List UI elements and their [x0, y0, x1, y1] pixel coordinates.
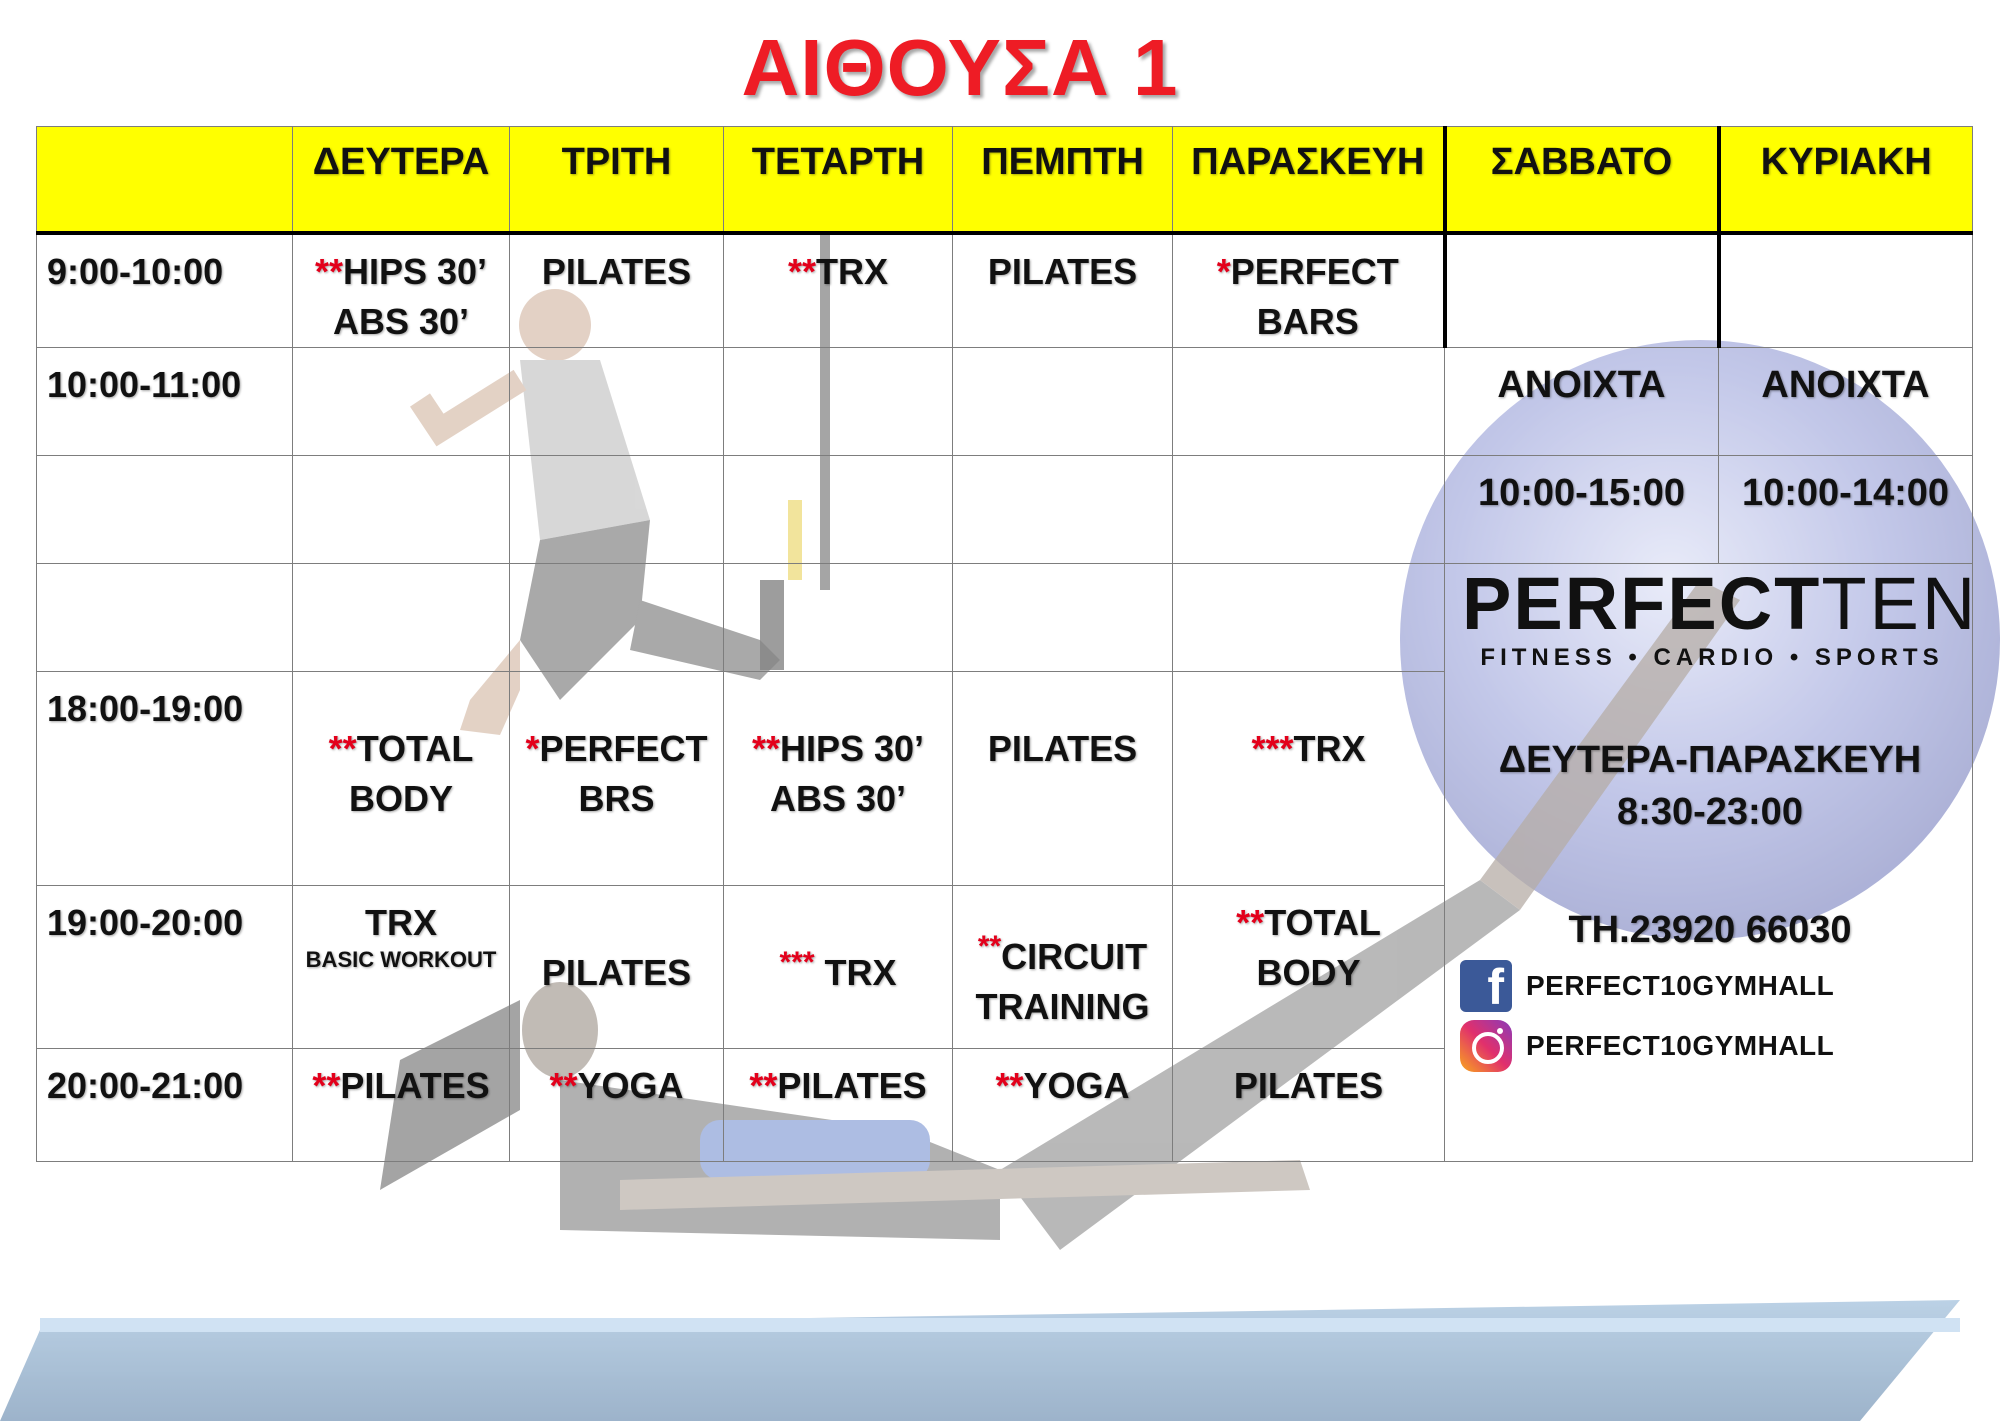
class-cell — [1173, 672, 1445, 886]
class-cell — [510, 886, 724, 1049]
class-cell — [293, 672, 510, 886]
weekday-hours-block — [1445, 734, 1975, 838]
empty-cell — [1719, 233, 1973, 348]
class-cell — [724, 1049, 953, 1162]
facebook-handle: PERFECT10GYMHALL — [1526, 970, 1835, 1001]
class-name: PILATES — [987, 251, 1138, 292]
intensity-stars: * — [1216, 251, 1231, 292]
class-cell — [293, 233, 510, 348]
intensity-stars: ** — [549, 1065, 578, 1106]
class-cell — [1173, 233, 1445, 348]
facebook-icon: f — [1460, 960, 1512, 1012]
weekday-label: ΔΕΥΤΕΡΑ-ΠΑΡΑΣΚΕΥΗ — [1498, 739, 1922, 781]
empty-cell — [1173, 456, 1445, 564]
time-slot: 9:00-10:00 — [37, 233, 293, 348]
class-name: HIPS 30’ — [342, 251, 488, 292]
time-slot — [37, 564, 293, 672]
intensity-stars: ** — [314, 251, 343, 292]
class-cell — [510, 672, 724, 886]
class-name: YOGA — [1023, 1065, 1130, 1106]
intensity-stars: ** — [328, 728, 357, 769]
class-cell — [1173, 1049, 1445, 1162]
class-cell — [510, 1049, 724, 1162]
class-name-line2: BRS — [578, 778, 655, 819]
empty-cell — [293, 456, 510, 564]
facebook-link[interactable] — [1460, 959, 1835, 1015]
weekend-open-sunday: ΑΝΟΙΧΤΑ — [1719, 348, 1973, 456]
class-name-line2: BODY — [348, 778, 453, 819]
phone-number: ΤΗ.23920 66030 — [1568, 909, 1852, 951]
class-cell — [1173, 886, 1445, 1049]
class-name: PILATES — [1233, 1065, 1384, 1106]
empty-cell — [510, 564, 724, 672]
class-name: TRX — [365, 902, 437, 943]
class-name-line2: BODY — [1256, 952, 1361, 993]
brand-name-bold: PERFECT — [1462, 562, 1822, 645]
class-cell — [953, 233, 1173, 348]
table-row — [37, 348, 1973, 456]
time-slot: 18:00-19:00 — [37, 672, 293, 886]
header-day-tuesday: ΤΡΙΤΗ — [510, 127, 724, 234]
header-day-wednesday: ΤΕΤΑΡΤΗ — [724, 127, 953, 234]
intensity-stars: *** — [1251, 728, 1294, 769]
empty-cell — [953, 564, 1173, 672]
class-name: YOGA — [577, 1065, 684, 1106]
class-cell — [293, 1049, 510, 1162]
header-day-monday: ΔΕΥΤΕΡΑ — [293, 127, 510, 234]
intensity-stars: ** — [749, 1065, 778, 1106]
instagram-handle: PERFECT10GYMHALL — [1526, 1030, 1835, 1061]
header-corner — [37, 127, 293, 234]
class-name: PILATES — [541, 251, 692, 292]
empty-cell — [1173, 348, 1445, 456]
intensity-stars: ** — [751, 728, 780, 769]
header-day-friday: ΠΑΡΑΣΚΕΥΗ — [1173, 127, 1445, 234]
weekend-hours-sunday: 10:00-14:00 — [1719, 456, 1973, 564]
class-name: TOTAL — [1264, 902, 1381, 943]
brand-name — [1462, 562, 1979, 645]
class-name: TRX — [1293, 728, 1366, 769]
time-slot: 20:00-21:00 — [37, 1049, 293, 1162]
header-day-sunday: ΚΥΡΙΑΚΗ — [1719, 127, 1973, 234]
class-name: PILATES — [777, 1065, 927, 1106]
empty-cell — [293, 564, 510, 672]
class-name: TRX — [816, 251, 889, 292]
class-name: CIRCUIT — [1001, 936, 1148, 977]
empty-cell — [724, 564, 953, 672]
empty-cell — [953, 348, 1173, 456]
intensity-stars: ** — [995, 1065, 1024, 1106]
header-row — [37, 127, 1973, 234]
weekday-hours: 8:30-23:00 — [1617, 791, 1803, 833]
class-cell — [724, 886, 953, 1049]
intensity-stars: ** — [787, 251, 817, 292]
class-cell — [724, 233, 953, 348]
empty-cell — [953, 456, 1173, 564]
class-cell — [953, 672, 1173, 886]
table-row — [37, 456, 1973, 564]
empty-cell — [510, 348, 724, 456]
class-name-line2: ABS 30’ — [332, 301, 470, 342]
class-name: PERFECT — [539, 728, 708, 769]
class-name: TRX — [824, 952, 897, 993]
class-name: PILATES — [987, 728, 1138, 769]
class-name: PERFECT — [1230, 251, 1399, 292]
intensity-stars: ** — [977, 930, 1002, 963]
intensity-stars: * — [525, 728, 540, 769]
brand-name-thin: TEN — [1821, 562, 1979, 645]
brand-logo — [1462, 562, 1979, 672]
header-day-saturday: ΣΑΒΒΑΤΟ — [1445, 127, 1719, 234]
time-slot: 10:00-11:00 — [37, 348, 293, 456]
class-name-line2: ABS 30’ — [769, 778, 907, 819]
table-row — [37, 233, 1973, 348]
room-title: ΑΙΘΟΥΣΑ 1 — [741, 23, 1179, 112]
class-name-line2: BARS — [1256, 301, 1359, 342]
empty-cell — [1445, 233, 1719, 348]
class-name: TOTAL — [356, 728, 474, 769]
class-cell — [953, 886, 1173, 1049]
header-day-thursday: ΠΕΜΠΤΗ — [953, 127, 1173, 234]
class-cell — [953, 1049, 1173, 1162]
brand-tagline: FITNESS • CARDIO • SPORTS — [1480, 644, 1944, 671]
class-name: PILATES — [541, 952, 692, 993]
weekend-open-saturday: ΑΝΟΙΧΤΑ — [1445, 348, 1719, 456]
class-name-line2: TRAINING — [975, 986, 1150, 1027]
class-name: HIPS 30’ — [779, 728, 925, 769]
time-slot — [37, 456, 293, 564]
instagram-link[interactable] — [1460, 1020, 1834, 1072]
empty-cell — [724, 456, 953, 564]
empty-cell — [724, 348, 953, 456]
class-cell — [724, 672, 953, 886]
intensity-stars: ** — [1236, 902, 1265, 943]
class-cell — [510, 233, 724, 348]
class-name: PILATES — [340, 1065, 490, 1106]
empty-cell — [510, 456, 724, 564]
instagram-icon — [1460, 1020, 1512, 1072]
empty-cell — [293, 348, 510, 456]
time-slot: 19:00-20:00 — [37, 886, 293, 1049]
class-cell — [293, 886, 510, 1049]
class-subtitle: BASIC WORKOUT — [305, 947, 497, 972]
intensity-stars: ** — [312, 1065, 341, 1106]
weekend-hours-saturday: 10:00-15:00 — [1445, 456, 1719, 564]
intensity-stars: *** — [779, 946, 815, 979]
empty-cell — [1173, 564, 1445, 672]
